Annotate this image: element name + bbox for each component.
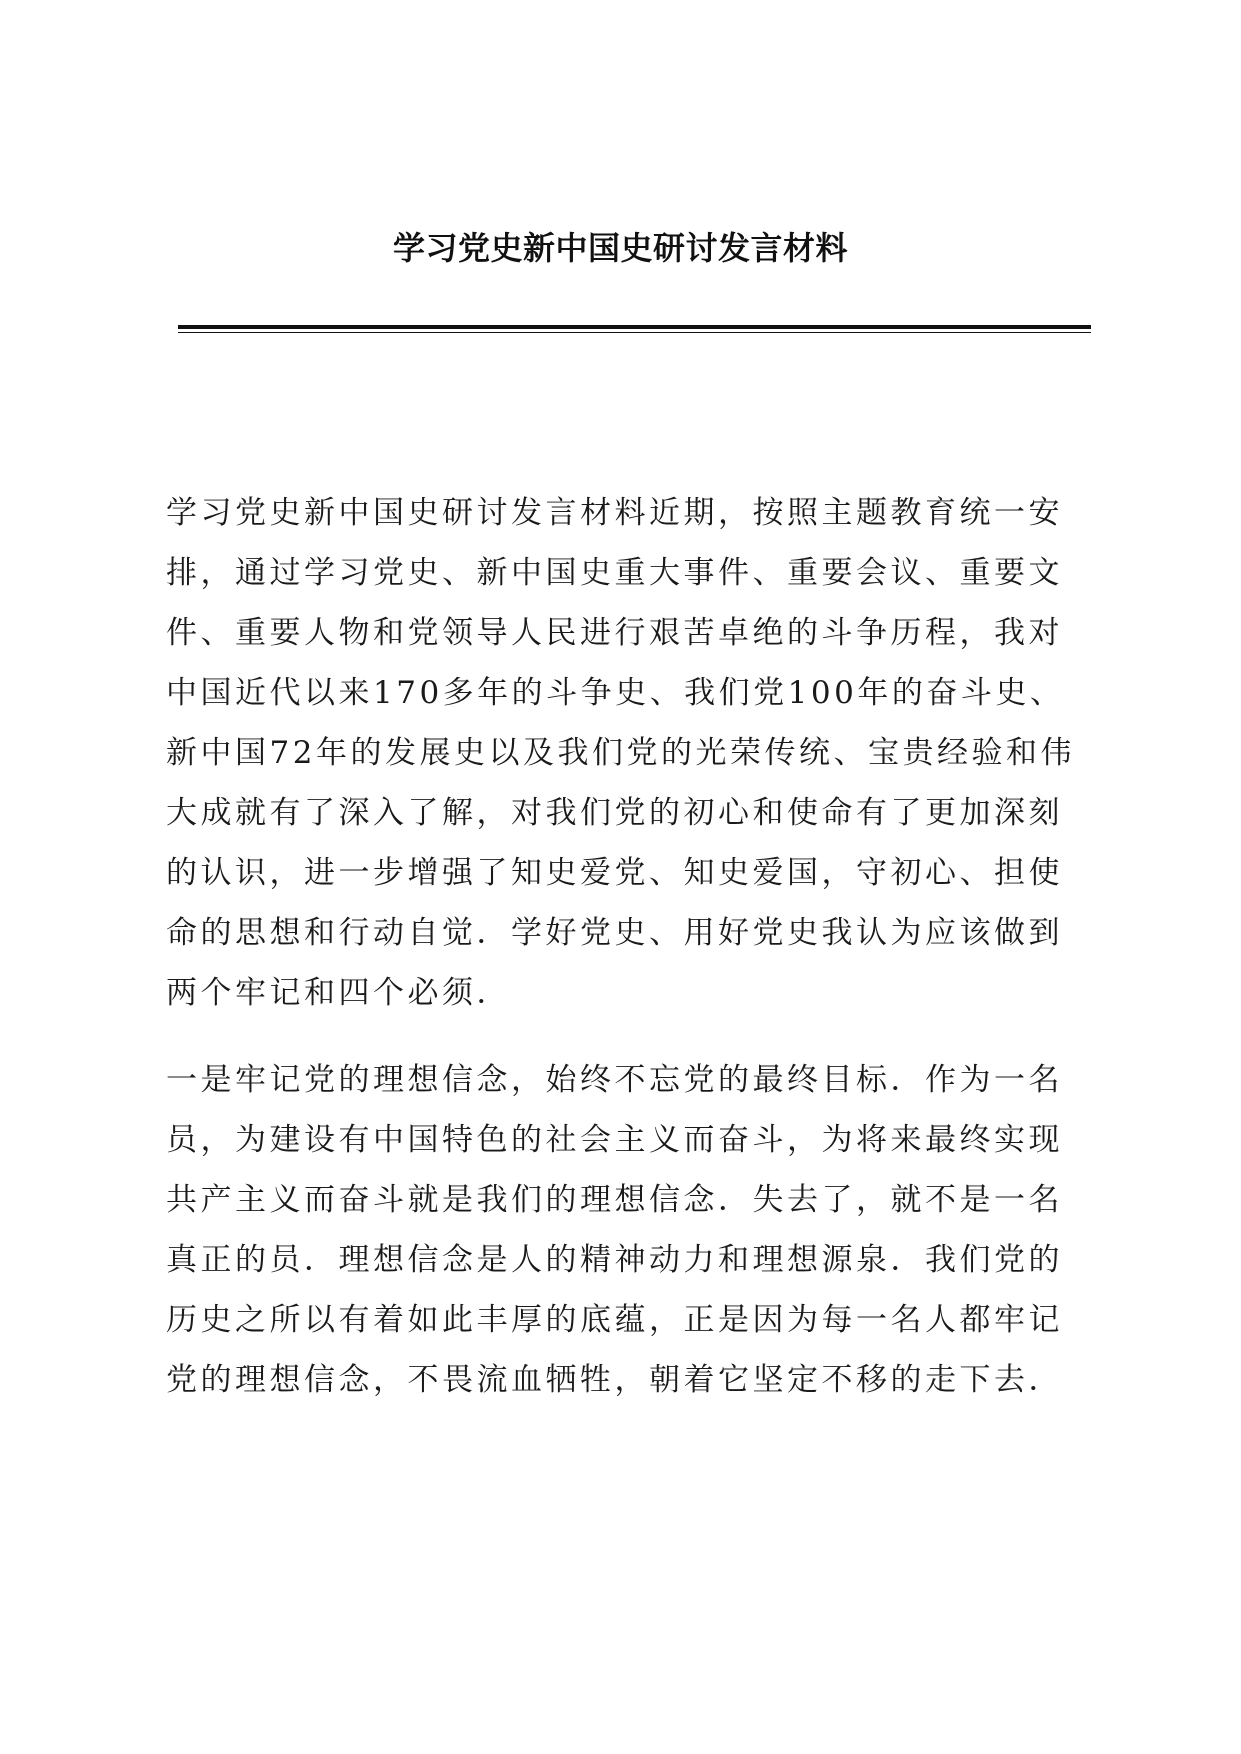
body-paragraph-1: 学习党史新中国史研讨发言材料近期，按照主题教育统一安排，通过学习党史、新中国史重大事件、重要会议、重要文件、重要人物和党领导人民进行艰苦卓绝的斗争历程，我对中国近代以来170多年的斗争史、我们党100年的奋斗史、新中国72年的发展史以及我们党的光荣传统、宝贵经验和伟大成就有了深入了解，对我们党的初心和使命有了更加深刻的认识，进一步增强了知史爱党、知史爱国，守初心、担使命的思想和行动自觉．学好党史、用好党史我认为应该做到两个牢记和四个必须． bbox=[166, 495, 1075, 1011]
body-paragraph-2: 一是牢记党的理想信念，始终不忘党的最终目标．作为一名员，为建设有中国特色的社会主义而奋斗，为将来最终实现共产主义而奋斗就是我们的理想信念．失去了，就不是一名真正的员．理想信念是人的精神动力和理想源泉．我们党的历史之所以有着如此丰厚的底蕴，正是因为每一名人都牢记党的理想信念，不畏流血牺牲，朝着它坚定不移的走下去． bbox=[166, 1062, 1063, 1398]
title-rule-thick bbox=[178, 325, 1091, 329]
title-rule-thin bbox=[178, 332, 1091, 333]
document-title: 学习党史新中国史研讨发言材料 bbox=[392, 229, 848, 267]
